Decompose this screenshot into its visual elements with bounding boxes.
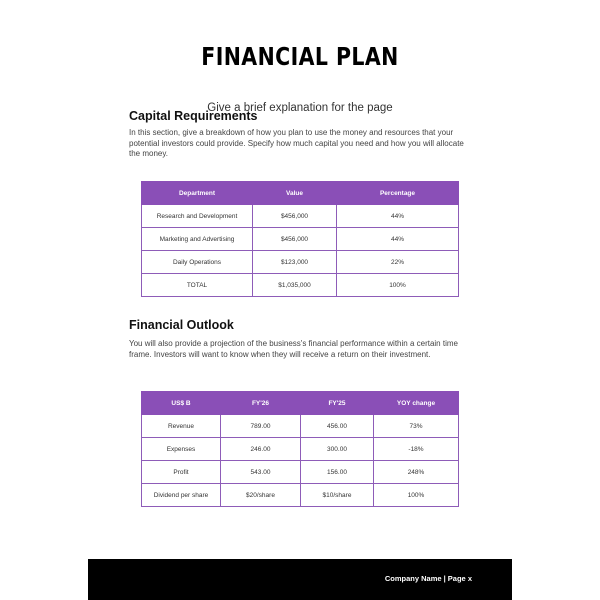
table-cell: 246.00 [221, 438, 301, 461]
outlook-paragraph: You will also provide a projection of the business's financial performance within a certain time frame. Investors will want to know when they will receive a return on their investment. [129, 339, 458, 359]
table-row [142, 228, 459, 251]
capital-header-percentage: Percentage [337, 182, 459, 205]
table-cell: Revenue [142, 415, 221, 438]
table-cell: -18% [374, 438, 459, 461]
page-subtitle: Give a brief explanation for the page [207, 102, 393, 114]
table-cell: $123,000 [253, 251, 337, 274]
table-row [142, 274, 459, 297]
table-cell: 100% [374, 484, 459, 507]
table-cell: Profit [142, 461, 221, 484]
outlook-table [141, 391, 459, 507]
table-cell: 73% [374, 415, 459, 438]
table-cell: Daily Operations [142, 251, 253, 274]
table-cell: 543.00 [221, 461, 301, 484]
table-row [142, 438, 459, 461]
outlook-header-fy25: FY'25 [301, 392, 374, 415]
table-cell: 789.00 [221, 415, 301, 438]
outlook-heading: Financial Outlook [129, 318, 234, 332]
page-title: FINANCIAL PLAN [201, 42, 399, 71]
table-cell: $456,000 [253, 205, 337, 228]
table-cell: $20/share [221, 484, 301, 507]
table-row [142, 205, 459, 228]
table-row [142, 484, 459, 507]
table-cell: $456,000 [253, 228, 337, 251]
table-cell: TOTAL [142, 274, 253, 297]
capital-paragraph: In this section, give a breakdown of how you plan to use the money and resources that your potential investors could provide. Specify how much capital you need and how you will allocate the money. [129, 128, 464, 159]
capital-header-department: Department [142, 182, 253, 205]
outlook-header-unit: US$ B [142, 392, 221, 415]
table-cell: 156.00 [301, 461, 374, 484]
table-row [142, 415, 459, 438]
table-cell: 44% [337, 228, 459, 251]
capital-table [141, 181, 459, 297]
capital-table-header [142, 182, 459, 205]
table-cell: Research and Development [142, 205, 253, 228]
page-footer [88, 559, 512, 600]
outlook-header-yoy: YOY change [374, 392, 459, 415]
table-cell: $1,035,000 [253, 274, 337, 297]
table-cell: 456.00 [301, 415, 374, 438]
table-cell: Dividend per share [142, 484, 221, 507]
table-cell: 248% [374, 461, 459, 484]
table-row [142, 461, 459, 484]
table-cell: 22% [337, 251, 459, 274]
table-cell: 300.00 [301, 438, 374, 461]
outlook-table-header [142, 392, 459, 415]
table-cell: Expenses [142, 438, 221, 461]
table-row [142, 251, 459, 274]
capital-header-value: Value [253, 182, 337, 205]
capital-heading: Capital Requirements [129, 109, 258, 123]
table-cell: Marketing and Advertising [142, 228, 253, 251]
document-page [88, 20, 512, 600]
outlook-header-fy26: FY'26 [221, 392, 301, 415]
table-cell: $10/share [301, 484, 374, 507]
table-cell: 100% [337, 274, 459, 297]
table-cell: 44% [337, 205, 459, 228]
footer-text: Company Name | Page x [384, 574, 472, 583]
